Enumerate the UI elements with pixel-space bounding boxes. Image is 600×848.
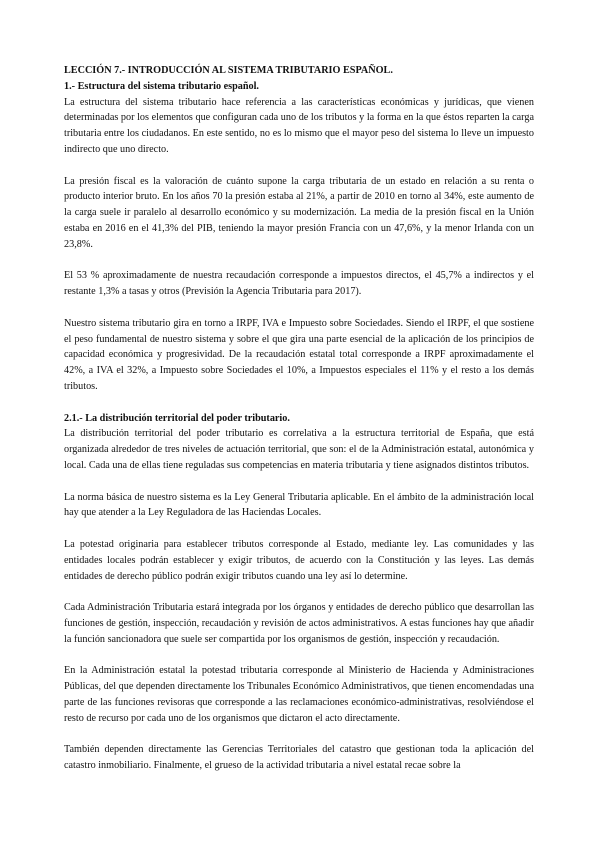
paragraph: La distribución territorial del poder tributario es correlativa a la estructura territorial de España, que está organizada alrededor de tres niveles de actuación territorial, que son: el de la Administración estatal, autonómica y local. Cada una de ellas tiene reguladas sus competencias en materia tributaria y tiene asignados distintos tributos. (64, 428, 534, 471)
paragraph: La estructura del sistema tributario hace referencia a las características económicas y jurídicas, que vienen determinadas por los elementos que configuran cada uno de los tributos y la forma en la que éstos reparten la carga tributaria entre los ciudadanos. En este sentido, no es lo mismo que el mayor peso del sistema lo lleve un impuesto indirecto que uno directo. (64, 96, 534, 155)
paragraph: Nuestro sistema tributario gira en torno a IRPF, IVA e Impuesto sobre Sociedades. Siendo el IRPF, el que sostiene el peso fundamental de nuestro sistema y sobre el que gira una parte esencial de la aplicación de los principios de capacidad económica y progresividad. De la recaudación estatal total corresponde a IRPF aproximadamente el 42%, a IVA el 32%, a Impuesto sobre Sociedades el 10%, a Impuestos especiales el 11% y el resto a los demás tributos. (64, 317, 534, 392)
lesson-title: LECCIÓN 7.- INTRODUCCIÓN AL SISTEMA TRIBUTARIO ESPAÑOL. (64, 65, 393, 76)
paragraph: La presión fiscal es la valoración de cuánto supone la carga tributaria de un estado en relación a su renta o producto interior bruto. En los años 70 la presión estaba al 21%, a partir de 2010 en torno al 34%, este aumento de la carga suele ir paralelo al desarrollo económico y su modernización. La media de la presión fiscal en la Unión estaba en 2016 en el 41,3% del PIB, teniendo la mayor presión Francia con un 47,6%, y la menor Irlanda con un 23,8%. (64, 175, 534, 250)
paragraph: El 53 % aproximadamente de nuestra recaudación corresponde a impuestos directos, el 45,7% a indirectos y el restante 1,3% a tasas y otros (Previsión la Agencia Tributaria para 2017). (64, 270, 534, 298)
paragraph: También dependen directamente las Gerencias Territoriales del catastro que gestionan toda la aplicación del catastro inmobiliario. Finalmente, el grueso de la actividad tributaria a nivel estatal recae sobre la (64, 744, 534, 772)
paragraph: En la Administración estatal la potestad tributaria corresponde al Ministerio de Hacienda y Administraciones Públicas, del que dependen directamente los Tribunales Económico Administrativos, que tienen encomendadas una parte de las funciones revisoras que corresponde a las reclamaciones económico-administrativas, resolviéndose el resto de recurso por cada uno de los organismos que dictaron el acto directamente. (64, 665, 534, 724)
section-heading-territorial: 2.1.- La distribución territorial del poder tributario. (64, 412, 290, 424)
paragraph: Cada Administración Tributaria estará integrada por los órganos y entidades de derecho público que desarrollan las funciones de gestión, inspección, recaudación y revisión de actos administrativos. A estas funciones hay que añadir la función sancionadora que suele ser compartida por los organismos de gestión, inspección y recaudación. (64, 602, 534, 645)
paragraph: La norma básica de nuestro sistema es la Ley General Tributaria aplicable. En el ámbito de la administración local hay que atender a la Ley Reguladora de las Haciendas Locales. (64, 491, 534, 519)
document-body (64, 63, 534, 774)
paragraph: La potestad originaria para establecer tributos corresponde al Estado, mediante ley. Las comunidades y las entidades locales podrán establecer y exigir tributos, de acuerdo con la Constitución y las leyes. Las demás entidades de derecho público podrán exigir tributos cuando una ley así lo determine. (64, 538, 534, 582)
section-heading-structure: 1.- Estructura del sistema tributario español. (64, 80, 259, 92)
